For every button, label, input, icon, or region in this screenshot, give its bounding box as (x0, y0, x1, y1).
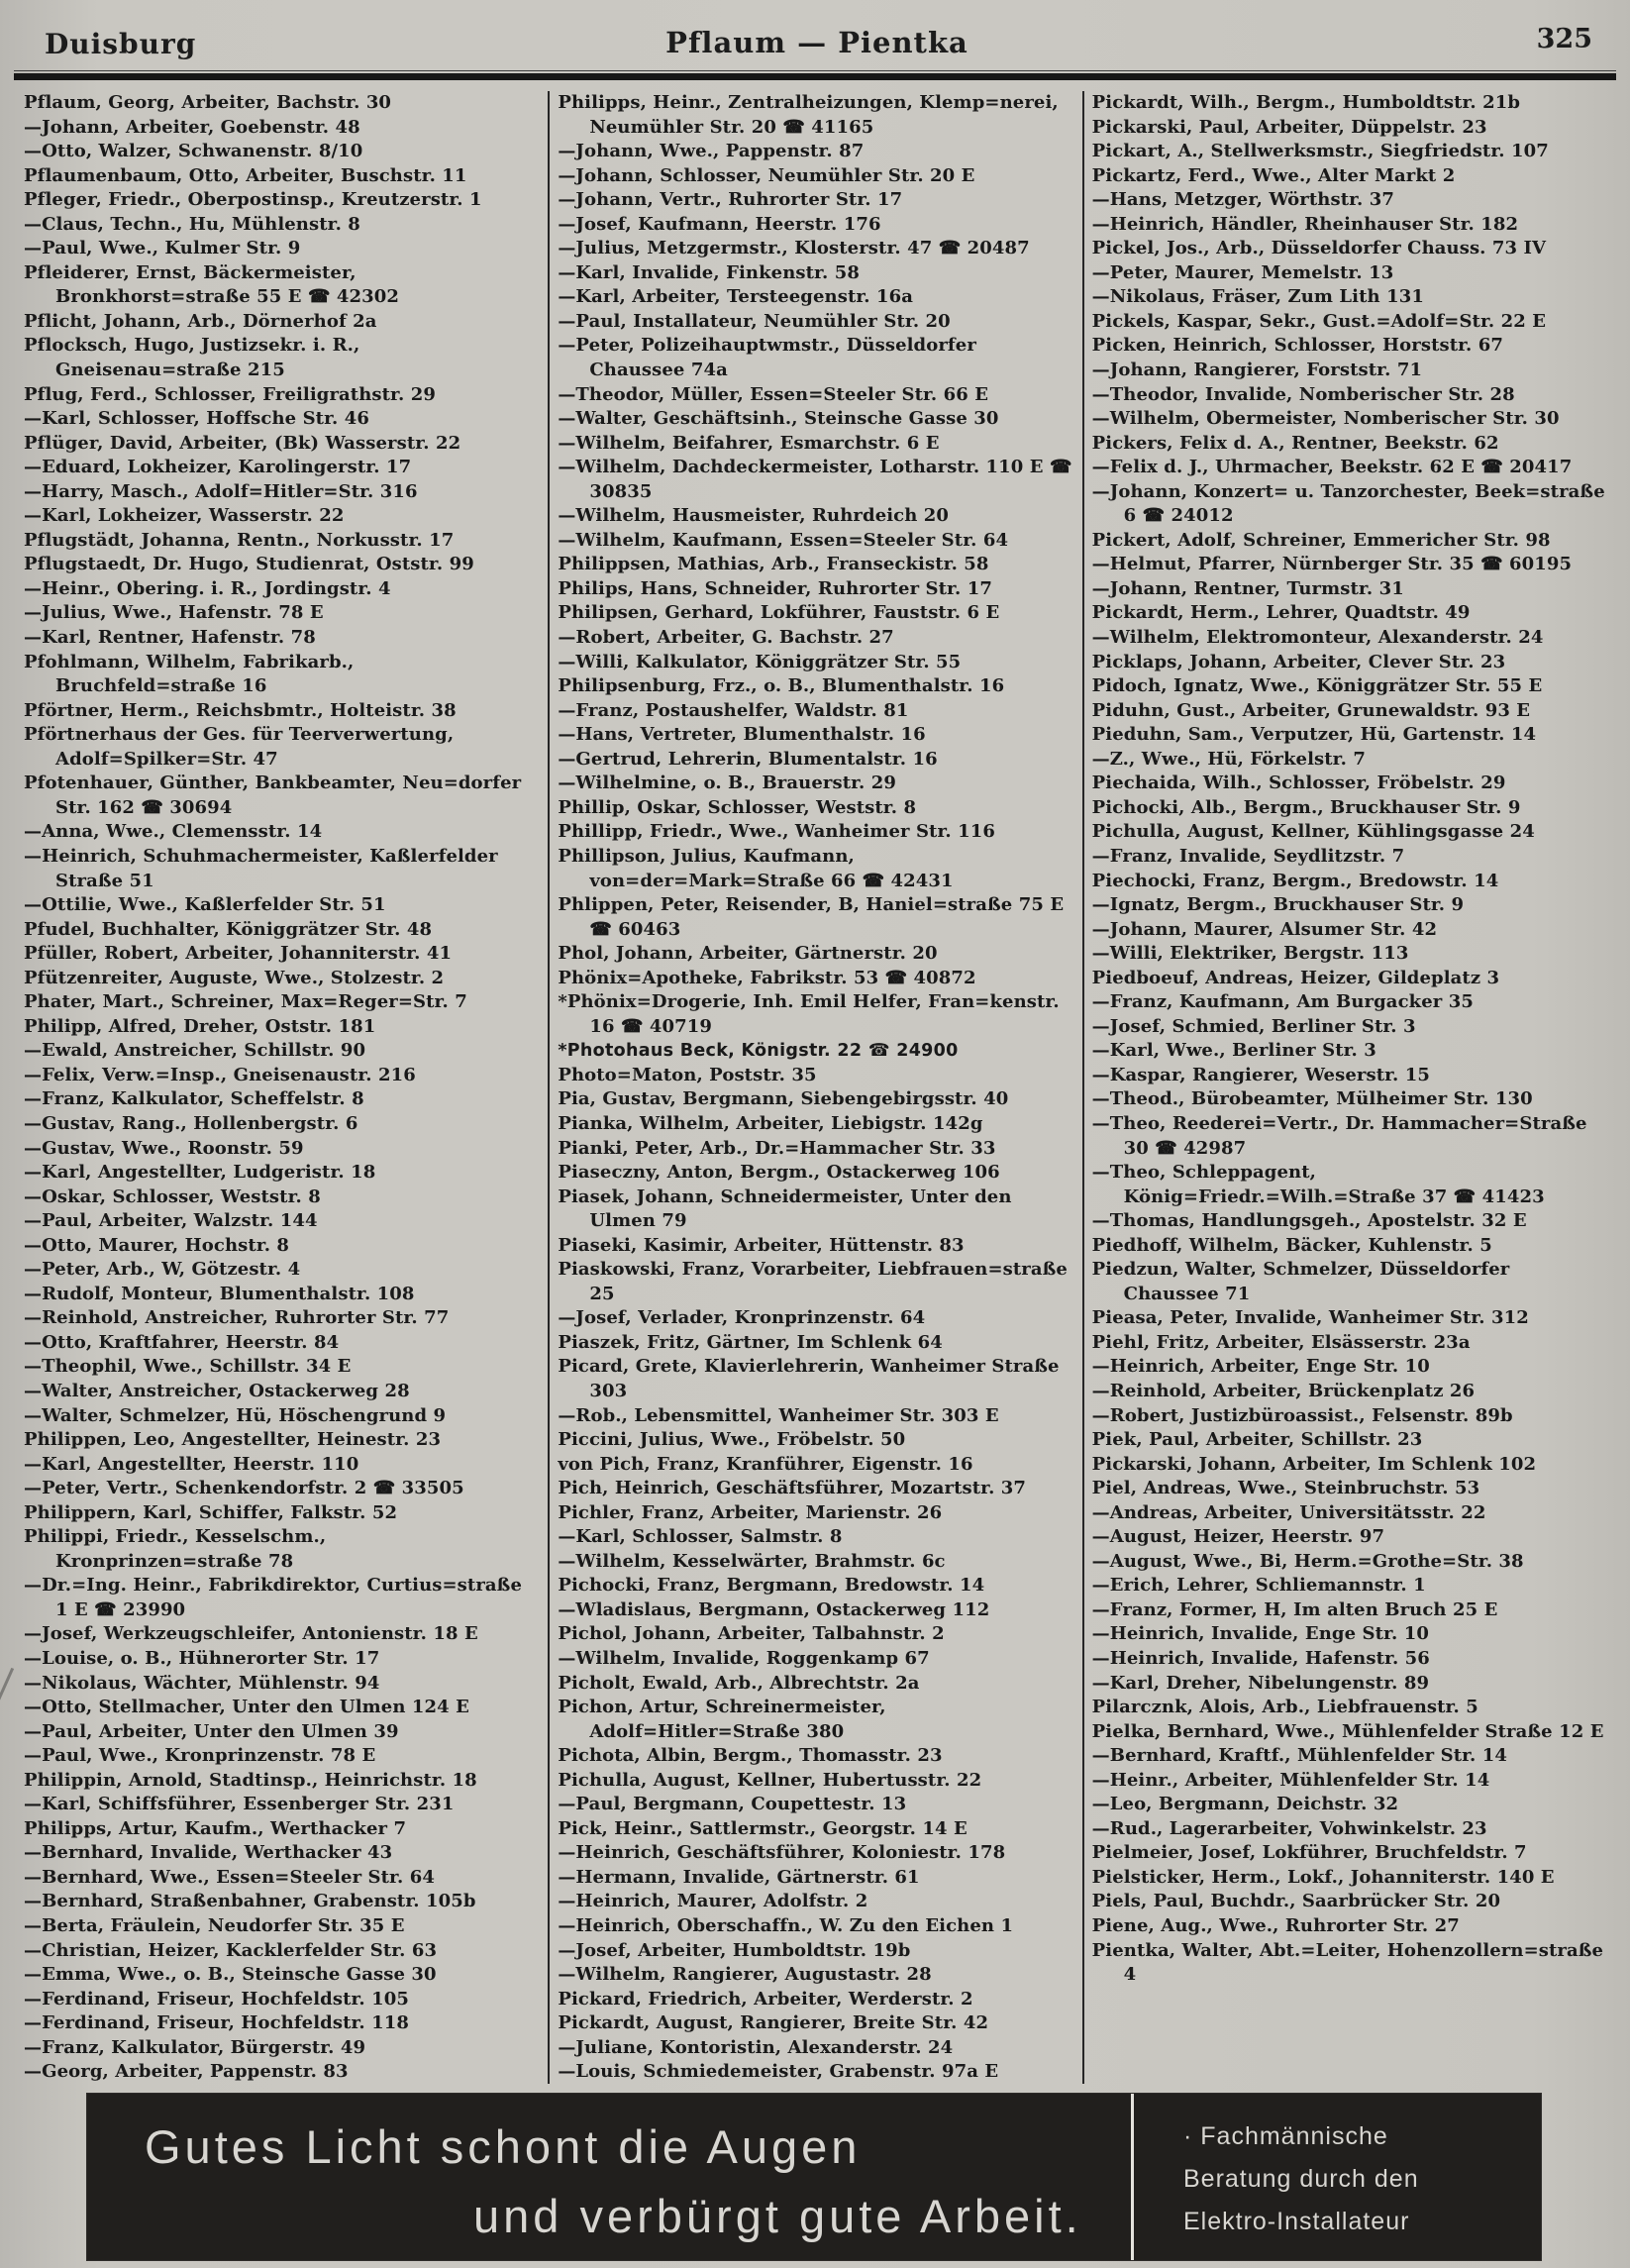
directory-entry: —Rud., Lagerarbeiter, Vohwinkelstr. 23 (1091, 1817, 1487, 1839)
directory-entry: —Emma, Wwe., o. B., Steinsche Gasse 30 (24, 1964, 437, 1986)
directory-entry: Phol, Johann, Arbeiter, Gärtnerstr. 20 (558, 943, 938, 965)
directory-entry: Picholt, Ewald, Arb., Albrechtstr. 2a (558, 1672, 920, 1694)
directory-entry: —Harry, Masch., Adolf=Hitler=Str. 316 (24, 480, 418, 502)
directory-entry: —Otto, Walzer, Schwanenstr. 8/10 (24, 141, 363, 162)
directory-entry: —Theod., Bürobeamter, Mülheimer Str. 130 (1091, 1088, 1533, 1110)
directory-entry: Phillipson, Julius, Kaufmann, von=der=Mark=Straße 66 ☎ 42431 (558, 845, 954, 891)
directory-entry: Pieasa, Peter, Invalide, Wanheimer Str. 312 (1091, 1307, 1529, 1329)
directory-entry: Pichulla, August, Kellner, Hubertusstr. 22 (558, 1769, 982, 1791)
directory-entry: —Wilhelm, Rangierer, Augustastr. 28 (558, 1964, 932, 1986)
directory-entry: —Karl, Schlosser, Salmstr. 8 (558, 1526, 843, 1548)
directory-entry: —Rudolf, Monteur, Blumenthalstr. 108 (24, 1283, 415, 1304)
directory-entry: —Johann, Wwe., Pappenstr. 87 (558, 141, 865, 162)
directory-entry: —Johann, Rangierer, Forststr. 71 (1091, 360, 1423, 381)
directory-entry: —Rob., Lebensmittel, Wanheimer Str. 303 E (558, 1404, 999, 1426)
directory-entry: Pilarcznk, Alois, Arb., Liebfrauenstr. 5 (1091, 1697, 1478, 1718)
directory-entry: Pichon, Artur, Schreinermeister, Adolf=Hitler=Straße 380 (558, 1697, 886, 1742)
directory-entry: —Christian, Heizer, Kacklerfelder Str. 63 (24, 1939, 438, 1961)
directory-entry: —Hermann, Invalide, Gärtnerstr. 61 (558, 1866, 920, 1888)
directory-entry: —Walter, Schmelzer, Hü, Höschengrund 9 (24, 1404, 447, 1426)
directory-entry: —Heinrich, Arbeiter, Enge Str. 10 (1091, 1356, 1430, 1378)
directory-entry: —Karl, Dreher, Nibelungenstr. 89 (1091, 1672, 1430, 1694)
ad-side-note-line: Elektro-Installateur (1183, 2208, 1410, 2235)
directory-entry: —Josef, Schmied, Berliner Str. 3 (1091, 1015, 1416, 1037)
directory-entry: Picard, Grete, Klavierlehrerin, Wanheimer Straße 303 (558, 1356, 1060, 1401)
directory-entry: Phönix=Apotheke, Fabrikstr. 53 ☎ 40872 (558, 967, 976, 988)
directory-entry: —Bernhard, Straßenbahner, Grabenstr. 105b (24, 1891, 476, 1912)
directory-entry: Pichocki, Franz, Bergmann, Bredowstr. 14 (558, 1575, 985, 1597)
directory-entry: Piaskowski, Franz, Vorarbeiter, Liebfrauen=straße 25 (558, 1259, 1068, 1304)
directory-entry: —Peter, Vertr., Schenkendorfstr. 2 ☎ 33505 (24, 1478, 464, 1499)
directory-entry: —Theo, Schleppagent, König=Friedr.=Wilh.=Straße 37 ☎ 41423 (1091, 1162, 1545, 1207)
directory-entry: —Karl, Angestellter, Heerstr. 110 (24, 1453, 359, 1475)
directory-entry: —Wilhelm, Obermeister, Nomberischer Str. 30 (1091, 408, 1560, 430)
directory-entry: —Peter, Polizeihauptwmstr., Düsseldorfer Chaussee 74a (558, 335, 976, 381)
directory-entry: —Julius, Wwe., Hafenstr. 78 E (24, 602, 324, 624)
directory-entry: Piccini, Julius, Wwe., Fröbelstr. 50 (558, 1429, 906, 1451)
directory-entry: —Hans, Metzger, Wörthstr. 37 (1091, 189, 1395, 211)
directory-entry: —Karl, Angestellter, Ludgeristr. 18 (24, 1162, 376, 1184)
directory-entry: Piene, Aug., Wwe., Ruhrorter Str. 27 (1091, 1915, 1460, 1937)
directory-entry: —Felix d. J., Uhrmacher, Beekstr. 62 E ☎ 20417 (1091, 457, 1573, 478)
directory-entry: —Wilhelm, Kaufmann, Essen=Steeler Str. 64 (558, 529, 1009, 551)
directory-entry: —Paul, Bergmann, Coupettestr. 13 (558, 1794, 907, 1815)
directory-entry: Pförtner, Herm., Reichsbmtr., Holteistr. 38 (24, 699, 457, 721)
directory-entry: Pickartz, Ferd., Wwe., Alter Markt 2 (1091, 164, 1456, 186)
directory-entry: —Peter, Arb., W, Götzestr. 4 (24, 1259, 301, 1281)
ad-side-note (1134, 2094, 1541, 2260)
directory-columns (16, 91, 1616, 2084)
directory-entry: —Paul, Wwe., Kronprinzenstr. 78 E (24, 1745, 376, 1767)
directory-entry: Pickart, A., Stellwerksmstr., Siegfriedstr. 107 (1091, 141, 1549, 162)
directory-entry: Pickers, Felix d. A., Rentner, Beekstr. 62 (1091, 432, 1499, 454)
directory-entry: Pielmeier, Josef, Lokführer, Bruchfeldstr. 7 (1091, 1842, 1527, 1864)
directory-entry: Philipsen, Gerhard, Lokführer, Fauststr. 6 E (558, 602, 1000, 624)
directory-entry: Pfleger, Friedr., Oberpostinsp., Kreutzerstr. 1 (24, 189, 482, 211)
directory-entry: Pfohlmann, Wilhelm, Fabrikarb., Bruchfeld=straße 16 (24, 651, 355, 697)
directory-entry: Pieduhn, Sam., Verputzer, Hü, Gartenstr. 14 (1091, 724, 1537, 746)
directory-entry: —Paul, Arbeiter, Unter den Ulmen 39 (24, 1720, 399, 1742)
directory-entry: —Karl, Schiffsführer, Essenberger Str. 231 (24, 1794, 455, 1815)
directory-entry: —Theodor, Müller, Essen=Steeler Str. 66 E (558, 383, 989, 405)
directory-entry: *Photohaus Beck, Königstr. 22 ☎ 24900 (558, 1041, 959, 1062)
directory-entry: Pichota, Albin, Bergm., Thomasstr. 23 (558, 1745, 943, 1767)
directory-entry: Philipps, Artur, Kaufm., Werthacker 7 (24, 1817, 407, 1839)
directory-entry: Pielka, Bernhard, Wwe., Mühlenfelder Straße 12 E (1091, 1720, 1604, 1742)
directory-entry: Piedzun, Walter, Schmelzer, Düsseldorfer Chaussee 71 (1091, 1259, 1510, 1304)
directory-entry: —Heinrich, Händler, Rheinhauser Str. 182 (1091, 213, 1519, 235)
directory-entry: Piasek, Johann, Schneidermeister, Unter den Ulmen 79 (558, 1186, 1012, 1232)
directory-column-2 (548, 91, 1081, 2084)
directory-entry: —Wilhelm, Hausmeister, Ruhrdeich 20 (558, 505, 950, 527)
directory-entry: —Paul, Wwe., Kulmer Str. 9 (24, 238, 301, 259)
directory-entry: —Erich, Lehrer, Schliemannstr. 1 (1091, 1575, 1426, 1597)
directory-entry: Pick, Heinr., Sattlermstr., Georgstr. 14 E (558, 1817, 968, 1839)
directory-entry: Philips, Hans, Schneider, Ruhrorter Str. 17 (558, 577, 992, 599)
directory-entry: —Ferdinand, Friseur, Hochfeldstr. 105 (24, 1988, 410, 2010)
directory-entry: Pichol, Johann, Arbeiter, Talbahnstr. 2 (558, 1623, 945, 1645)
directory-entry: —Karl, Rentner, Hafenstr. 78 (24, 627, 316, 649)
directory-entry: —Johann, Rentner, Turmstr. 31 (1091, 577, 1404, 599)
directory-entry: —Reinhold, Arbeiter, Brückenplatz 26 (1091, 1380, 1476, 1401)
directory-entry: Pflaumenbaum, Otto, Arbeiter, Buschstr. 11 (24, 164, 467, 186)
directory-entry: —Dr.=Ing. Heinr., Fabrikdirektor, Curtius=straße 1 E ☎ 23990 (24, 1575, 522, 1620)
directory-entry: —Theophil, Wwe., Schillstr. 34 E (24, 1356, 352, 1378)
directory-entry: —Walter, Geschäftsinh., Steinsche Gasse 30 (558, 408, 999, 430)
directory-entry: —Peter, Maurer, Memelstr. 13 (1091, 261, 1394, 283)
directory-entry: Pickardt, Herm., Lehrer, Quadtstr. 49 (1091, 602, 1471, 624)
directory-entry: —Wilhelm, Elektromonteur, Alexanderstr. 24 (1091, 627, 1544, 649)
directory-entry: Pflocksch, Hugo, Justizsekr. i. R., Gneisenau=straße 215 (24, 335, 360, 381)
directory-entry: —Willi, Elektriker, Bergstr. 113 (1091, 943, 1409, 965)
directory-entry: —Karl, Arbeiter, Tersteegenstr. 16a (558, 286, 914, 308)
directory-entry: —Johann, Schlosser, Neumühler Str. 20 E (558, 164, 975, 186)
directory-entry: —Josef, Verlader, Kronprinzenstr. 64 (558, 1307, 926, 1329)
header-name-range: Pflaum — Pientka (665, 26, 968, 59)
directory-entry: Piechocki, Franz, Bergm., Bredowstr. 14 (1091, 870, 1499, 891)
directory-entry: Piel, Andreas, Wwe., Steinbruchstr. 53 (1091, 1478, 1480, 1499)
directory-entry: —Ewald, Anstreicher, Schillstr. 90 (24, 1040, 366, 1062)
directory-entry: Phillip, Oskar, Schlosser, Weststr. 8 (558, 796, 917, 818)
directory-entry: Pichocki, Alb., Bergm., Bruckhauser Str. 9 (1091, 796, 1521, 818)
directory-entry: —Georg, Arbeiter, Pappenstr. 83 (24, 2061, 349, 2083)
directory-entry: —Gustav, Wwe., Roonstr. 59 (24, 1137, 304, 1159)
directory-entry: —Louise, o. B., Hühnerorter Str. 17 (24, 1648, 380, 1669)
directory-entry: Pfleiderer, Ernst, Bäckermeister, Bronkhorst=straße 55 E ☎ 42302 (24, 261, 399, 308)
directory-entry: Pfüller, Robert, Arbeiter, Johanniterstr. 41 (24, 943, 453, 965)
directory-entry: —Karl, Wwe., Berliner Str. 3 (1091, 1040, 1376, 1062)
directory-entry: —Nikolaus, Fräser, Zum Lith 131 (1091, 286, 1424, 308)
directory-entry: Pflaum, Georg, Arbeiter, Bachstr. 30 (24, 92, 392, 113)
directory-entry: Pickardt, August, Rangierer, Breite Str. 42 (558, 2012, 989, 2034)
directory-entry: Piaszek, Fritz, Gärtner, Im Schlenk 64 (558, 1331, 943, 1353)
directory-entry: Phater, Mart., Schreiner, Max=Reger=Str. 7 (24, 991, 467, 1013)
directory-entry: —Claus, Techn., Hu, Mühlenstr. 8 (24, 213, 360, 235)
directory-entry: —Ignatz, Bergm., Bruckhauser Str. 9 (1091, 894, 1465, 916)
directory-entry: —Ottilie, Wwe., Kaßlerfelder Str. 51 (24, 894, 386, 916)
directory-entry: Philippin, Arnold, Stadtinsp., Heinrichstr. 18 (24, 1769, 477, 1791)
directory-entry: Picken, Heinrich, Schlosser, Horststr. 67 (1091, 335, 1504, 357)
directory-entry: —Karl, Lokheizer, Wasserstr. 22 (24, 505, 345, 527)
directory-entry: Piedhoff, Wilhelm, Bäcker, Kuhlenstr. 5 (1091, 1234, 1492, 1256)
directory-entry: Pidoch, Ignatz, Wwe., Königgrätzer Str. 55 E (1091, 675, 1543, 697)
directory-entry: Pickert, Adolf, Schreiner, Emmericher Str. 98 (1091, 529, 1551, 551)
directory-entry: —Johann, Konzert= u. Tanzorchester, Beek=straße 6 ☎ 24012 (1091, 480, 1605, 527)
directory-entry: —Paul, Arbeiter, Walzstr. 144 (24, 1210, 318, 1232)
directory-entry: Philipps, Heinr., Zentralheizungen, Klemp=nerei, Neumühler Str. 20 ☎ 41165 (558, 92, 1059, 138)
header-rule (14, 73, 1616, 80)
directory-entry: Piduhn, Gust., Arbeiter, Grunewaldstr. 93 E (1091, 699, 1531, 721)
directory-entry: Pichler, Franz, Arbeiter, Marienstr. 26 (558, 1501, 943, 1523)
directory-entry: —Paul, Installateur, Neumühler Str. 20 (558, 310, 951, 332)
directory-entry: —Gertrud, Lehrerin, Blumentalstr. 16 (558, 748, 938, 770)
directory-entry: —Heinrich, Geschäftsführer, Koloniestr. 178 (558, 1842, 1006, 1864)
directory-entry: —Josef, Arbeiter, Humboldtstr. 19b (558, 1939, 911, 1961)
directory-entry: —Wilhelm, Dachdeckermeister, Lotharstr. 110 E ☎ 30835 (558, 457, 1072, 502)
directory-entry: —Andreas, Arbeiter, Universitätsstr. 22 (1091, 1501, 1486, 1523)
directory-entry: Philipsenburg, Frz., o. B., Blumenthalstr. 16 (558, 675, 1005, 697)
directory-entry: —Theo, Reederei=Vertr., Dr. Hammacher=Straße 30 ☎ 42987 (1091, 1112, 1587, 1159)
directory-entry: Pickel, Jos., Arb., Düsseldorfer Chauss. 73 IV (1091, 238, 1547, 259)
directory-entry: Pichulla, August, Kellner, Kühlingsgasse 24 (1091, 821, 1535, 843)
directory-entry: —Otto, Maurer, Hochstr. 8 (24, 1234, 290, 1256)
directory-entry: —Ferdinand, Friseur, Hochfeldstr. 118 (24, 2012, 410, 2034)
directory-entry: Piechaida, Wilh., Schlosser, Fröbelstr. 29 (1091, 773, 1506, 794)
ad-banner (87, 2094, 1541, 2260)
directory-entry: —Theodor, Invalide, Nomberischer Str. 28 (1091, 383, 1515, 405)
directory-entry: —Willi, Kalkulator, Königgrätzer Str. 55 (558, 651, 962, 672)
directory-entry: —Walter, Anstreicher, Ostackerweg 28 (24, 1380, 410, 1401)
directory-entry: —Wilhelm, Kesselwärter, Brahmstr. 6c (558, 1550, 946, 1572)
header-page-number: 325 (1536, 24, 1592, 54)
directory-entry: Pflugstaedt, Dr. Hugo, Studienrat, Oststr. 99 (24, 554, 474, 575)
directory-entry: —Leo, Bergmann, Deichstr. 32 (1091, 1794, 1399, 1815)
directory-entry: Pich, Heinrich, Geschäftsführer, Mozartstr. 37 (558, 1478, 1027, 1499)
directory-entry: —Johann, Vertr., Ruhrorter Str. 17 (558, 189, 903, 211)
directory-entry: Pickarski, Paul, Arbeiter, Düppelstr. 23 (1091, 116, 1487, 138)
directory-entry: —Heinrich, Schuhmachermeister, Kaßlerfelder Straße 51 (24, 845, 498, 891)
directory-entry: —Berta, Fräulein, Neudorfer Str. 35 E (24, 1915, 405, 1937)
directory-entry: Piaseki, Kasimir, Arbeiter, Hüttenstr. 83 (558, 1234, 965, 1256)
directory-entry: Pia, Gustav, Bergmann, Siebengebirgsstr. 40 (558, 1088, 1009, 1110)
directory-entry: —Franz, Kaufmann, Am Burgacker 35 (1091, 991, 1474, 1013)
ad-side-note-line: · Fachmännische (1183, 2122, 1388, 2150)
ad-side-note-line: Beratung durch den (1183, 2165, 1419, 2193)
directory-entry: *Phönix=Drogerie, Inh. Emil Helfer, Fran=kenstr. 16 ☎ 40719 (558, 991, 1060, 1037)
ad-text-block (87, 2094, 1131, 2260)
directory-entry: —Johann, Arbeiter, Goebenstr. 48 (24, 116, 360, 138)
directory-entry: —Josef, Werkzeugschleifer, Antonienstr. 18 E (24, 1623, 478, 1645)
directory-column-1 (16, 91, 548, 2084)
directory-entry: —August, Wwe., Bi, Herm.=Grothe=Str. 38 (1091, 1550, 1524, 1572)
directory-entry: —Kaspar, Rangierer, Weserstr. 15 (1091, 1064, 1431, 1085)
directory-entry: Pflugstädt, Johanna, Rentn., Norkusstr. 17 (24, 529, 455, 551)
directory-entry: —Heinrich, Invalide, Hafenstr. 56 (1091, 1648, 1430, 1669)
directory-entry: —Julius, Metzgermstr., Klosterstr. 47 ☎ 20487 (558, 238, 1030, 259)
directory-entry: Pickarski, Johann, Arbeiter, Im Schlenk 102 (1091, 1453, 1537, 1475)
directory-entry: —Juliane, Kontoristin, Alexanderstr. 24 (558, 2036, 954, 2058)
directory-entry: —Wilhelm, Beifahrer, Esmarchstr. 6 E (558, 432, 940, 454)
directory-entry: —Helmut, Pfarrer, Nürnberger Str. 35 ☎ 60195 (1091, 554, 1573, 575)
directory-entry: —Eduard, Lokheizer, Karolingerstr. 17 (24, 457, 412, 478)
directory-entry: —August, Heizer, Heerstr. 97 (1091, 1526, 1385, 1548)
header-city: Duisburg (45, 28, 197, 60)
directory-entry: —Hans, Vertreter, Blumenthalstr. 16 (558, 724, 926, 746)
directory-entry: von Pich, Franz, Kranführer, Eigenstr. 16 (558, 1453, 973, 1475)
directory-entry: —Johann, Maurer, Alsumer Str. 42 (1091, 918, 1438, 940)
directory-entry: —Louis, Schmiedemeister, Grabenstr. 97a E (558, 2061, 999, 2083)
directory-entry: —Heinrich, Maurer, Adolfstr. 2 (558, 1891, 868, 1912)
directory-entry: —Franz, Invalide, Seydlitzstr. 7 (1091, 845, 1405, 867)
directory-entry: —Karl, Schlosser, Hoffsche Str. 46 (24, 408, 370, 430)
directory-entry: —Bernhard, Wwe., Essen=Steeler Str. 64 (24, 1866, 435, 1888)
directory-entry: Pickels, Kaspar, Sekr., Gust.=Adolf=Str. 22 E (1091, 310, 1547, 332)
directory-entry: Philippern, Karl, Schiffer, Falkstr. 52 (24, 1501, 398, 1523)
directory-entry: —Heinr., Arbeiter, Mühlenfelder Str. 14 (1091, 1769, 1490, 1791)
directory-entry: Picklaps, Johann, Arbeiter, Clever Str. 23 (1091, 651, 1506, 672)
directory-entry: —Heinrich, Oberschaffn., W. Zu den Eichen 1 (558, 1915, 1014, 1937)
directory-entry: —Reinhold, Anstreicher, Ruhrorter Str. 77 (24, 1307, 450, 1329)
directory-entry: —Franz, Postaushelfer, Waldstr. 81 (558, 699, 909, 721)
directory-entry: —Felix, Verw.=Insp., Gneisenaustr. 216 (24, 1064, 416, 1085)
directory-entry: —Karl, Invalide, Finkenstr. 58 (558, 261, 860, 283)
directory-entry: —Thomas, Handlungsgeh., Apostelstr. 32 E (1091, 1210, 1527, 1232)
directory-entry: Philippsen, Mathias, Arb., Franseckistr. 58 (558, 554, 989, 575)
directory-entry: Piedboeuf, Andreas, Heizer, Gildeplatz 3 (1091, 967, 1500, 988)
directory-entry: —Bernhard, Invalide, Werthacker 43 (24, 1842, 393, 1864)
directory-entry: Pfützenreiter, Auguste, Wwe., Stolzestr. 2 (24, 967, 445, 988)
directory-entry: Pickard, Friedrich, Arbeiter, Werderstr. 2 (558, 1988, 973, 2010)
directory-entry: Pielsticker, Herm., Lokf., Johanniterstr. 140 E (1091, 1866, 1555, 1888)
ad-headline-line2: und verbürgt gute Arbeit. (473, 2190, 1082, 2242)
directory-entry: —Otto, Kraftfahrer, Heerstr. 84 (24, 1331, 340, 1353)
directory-entry: —Josef, Kaufmann, Heerstr. 176 (558, 213, 881, 235)
directory-entry: —Nikolaus, Wächter, Mühlenstr. 94 (24, 1672, 380, 1694)
directory-entry: —Robert, Justizbüroassist., Felsenstr. 89b (1091, 1404, 1513, 1426)
directory-entry: —Robert, Arbeiter, G. Bachstr. 27 (558, 627, 894, 649)
directory-entry: Phlippen, Peter, Reisender, B, Haniel=straße 75 E ☎ 60463 (558, 894, 1065, 940)
directory-entry: Piaseczny, Anton, Bergm., Ostackerweg 106 (558, 1162, 1000, 1184)
directory-entry: —Bernhard, Kraftf., Mühlenfelder Str. 14 (1091, 1745, 1508, 1767)
directory-entry: Piels, Paul, Buchdr., Saarbrücker Str. 20 (1091, 1891, 1501, 1912)
directory-entry: —Wilhelmine, o. B., Brauerstr. 29 (558, 773, 897, 794)
directory-entry: Photo=Maton, Poststr. 35 (558, 1064, 817, 1085)
directory-entry: Pfudel, Buchhalter, Königgrätzer Str. 48 (24, 918, 433, 940)
directory-entry: Pflicht, Johann, Arb., Dörnerhof 2a (24, 310, 377, 332)
directory-entry: —Heinrich, Invalide, Enge Str. 10 (1091, 1623, 1429, 1645)
directory-entry: Pickardt, Wilh., Bergm., Humboldtstr. 21b (1091, 92, 1521, 113)
directory-entry: Pflug, Ferd., Schlosser, Freiligrathstr. 29 (24, 383, 436, 405)
directory-entry: —Gustav, Rang., Hollenbergstr. 6 (24, 1112, 358, 1134)
directory-entry: Pflüger, David, Arbeiter, (Bk) Wasserstr. 22 (24, 432, 461, 454)
directory-entry: —Anna, Wwe., Clemensstr. 14 (24, 821, 323, 843)
directory-entry: Pientka, Walter, Abt.=Leiter, Hohenzollern=straße 4 (1091, 1939, 1604, 1986)
directory-entry: —Oskar, Schlosser, Weststr. 8 (24, 1186, 321, 1207)
directory-entry: Philipp, Alfred, Dreher, Oststr. 181 (24, 1015, 376, 1037)
directory-entry: Pianki, Peter, Arb., Dr.=Hammacher Str. 33 (558, 1137, 996, 1159)
directory-entry: —Franz, Former, H, Im alten Bruch 25 E (1091, 1598, 1498, 1620)
directory-entry: —Wilhelm, Invalide, Roggenkamp 67 (558, 1648, 930, 1669)
directory-entry: Piek, Paul, Arbeiter, Schillstr. 23 (1091, 1429, 1423, 1451)
directory-entry: —Otto, Stellmacher, Unter den Ulmen 124 E (24, 1697, 469, 1718)
directory-entry: —Wladislaus, Bergmann, Ostackerweg 112 (558, 1598, 990, 1620)
directory-entry: Philippen, Leo, Angestellter, Heinestr. 23 (24, 1429, 442, 1451)
directory-entry: Phillipp, Friedr., Wwe., Wanheimer Str. 116 (558, 821, 995, 843)
directory-entry: Piehl, Fritz, Arbeiter, Elsässerstr. 23a (1091, 1331, 1471, 1353)
directory-entry: —Z., Wwe., Hü, Förkelstr. 7 (1091, 748, 1366, 770)
directory-entry: Pförtnerhaus der Ges. für Teerverwertung, Adolf=Spilker=Str. 47 (24, 724, 455, 770)
page-header (40, 22, 1594, 67)
directory-entry: Pfotenhauer, Günther, Bankbeamter, Neu=dorfer Str. 162 ☎ 30694 (24, 773, 522, 818)
directory-entry: Philippi, Friedr., Kesselschm., Kronprinzen=straße 78 (24, 1526, 327, 1572)
directory-entry: —Franz, Kalkulator, Bürgerstr. 49 (24, 2036, 366, 2058)
directory-entry: —Franz, Kalkulator, Scheffelstr. 8 (24, 1088, 364, 1110)
directory-column-3 (1082, 91, 1616, 2084)
directory-entry: Pianka, Wilhelm, Arbeiter, Liebigstr. 142g (558, 1112, 983, 1134)
directory-entry: —Heinr., Obering. i. R., Jordingstr. 4 (24, 577, 391, 599)
ad-headline-line1: Gutes Licht schont die Augen (145, 2120, 862, 2173)
